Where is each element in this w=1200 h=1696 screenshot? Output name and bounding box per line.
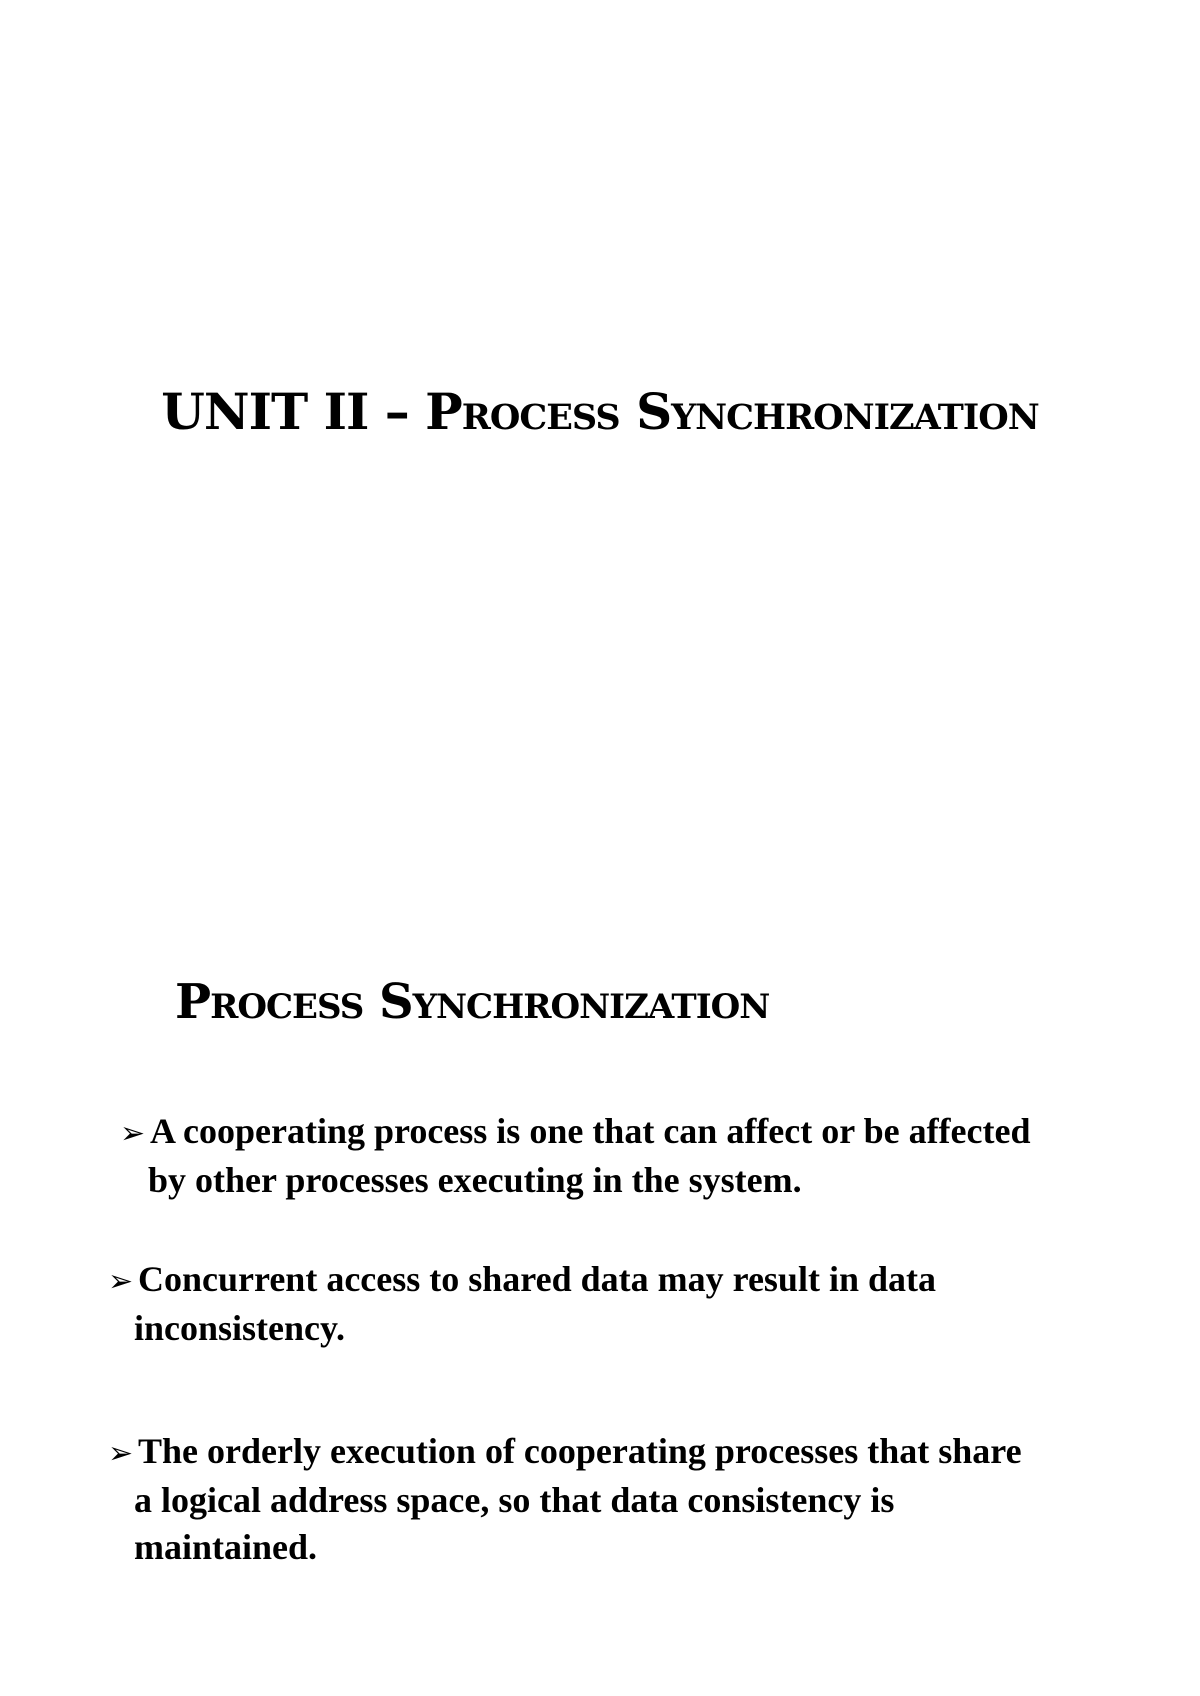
- content-slide: [0, 848, 1200, 1696]
- bullet-text-line: maintained.: [134, 1527, 318, 1567]
- arrow-bullet-icon: ➢: [120, 1116, 146, 1151]
- bullet-text-line: inconsistency.: [134, 1308, 346, 1348]
- bullet-text-line: A cooperating process is one that can affect or be affected: [150, 1111, 1031, 1151]
- bullet-item: [108, 1256, 936, 1352]
- arrow-bullet-icon: ➢: [108, 1264, 134, 1299]
- bullet-text-line: The orderly execution of cooperating processes that share: [138, 1431, 1022, 1471]
- unit-title: [0, 382, 1200, 441]
- unit-label: UNIT II –: [161, 382, 426, 441]
- arrow-bullet-icon: ➢: [108, 1436, 134, 1471]
- unit-topic: Process Synchronization: [425, 382, 1039, 441]
- bullet-item: [120, 1108, 1031, 1204]
- bullet-text-line: Concurrent access to shared data may result in data: [138, 1259, 936, 1299]
- section-heading: Process Synchronization: [175, 974, 770, 1030]
- bullet-item: [108, 1428, 1022, 1571]
- bullet-text-line: by other processes executing in the system.: [148, 1160, 802, 1200]
- bullet-text-line: a logical address space, so that data consistency is: [134, 1480, 895, 1520]
